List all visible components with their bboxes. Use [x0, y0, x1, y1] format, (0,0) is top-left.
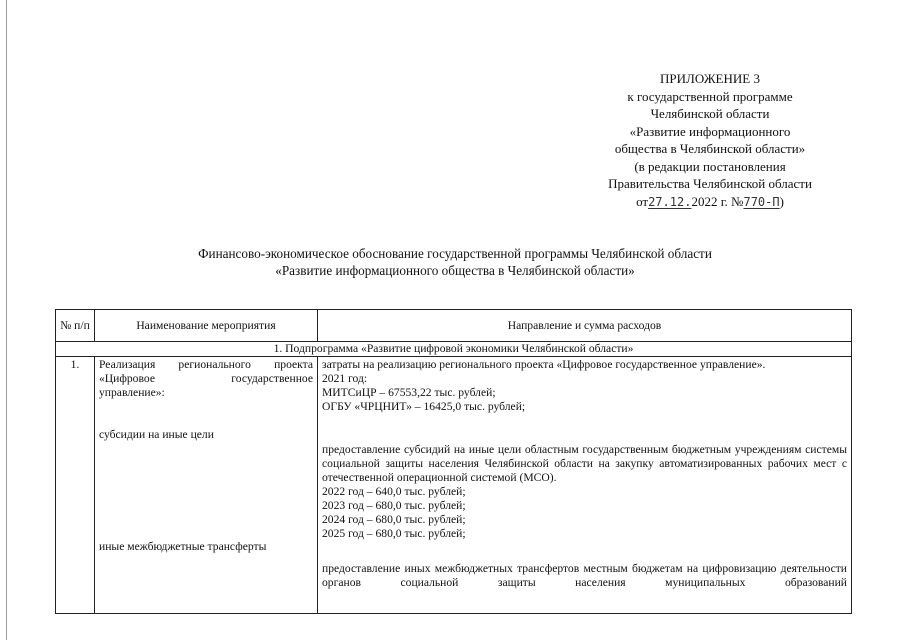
- document-title: [60, 245, 850, 279]
- number-suffix: ): [779, 193, 784, 209]
- table-header-row: [56, 310, 852, 342]
- row-number: 1.: [56, 357, 95, 614]
- expense-table: [55, 309, 852, 614]
- costs2-paragraph: предоставление субсидий на иные цели областным государственным бюджетным учреждениям системы социальной защиты населения Челябинской области на закупку автоматизированных рабочих мест с отечественной операционной системой (МСО).: [322, 443, 847, 484]
- appendix-line: «Развитие информационного: [629, 123, 791, 139]
- table-row: [56, 357, 852, 614]
- row-name-line: Реализация регионального проекта: [99, 358, 313, 371]
- date-year: 2022 г. №: [691, 193, 744, 209]
- scan-edge-line: [6, 0, 7, 640]
- appendix-line: ПРИЛОЖЕНИЕ 3: [660, 71, 760, 86]
- costs1-line: ОГБУ «ЧРЦНИТ» – 16425,0 тыс. рублей;: [322, 400, 526, 413]
- subprogram-row: [56, 342, 852, 357]
- sub1-name: субсидии на иные цели: [99, 428, 214, 441]
- costs2-year: 2023 год – 680,0 тыс. рублей;: [322, 499, 466, 512]
- costs2-year: 2024 год – 680,0 тыс. рублей;: [322, 513, 466, 526]
- appendix-line: общества в Челябинской области»: [614, 141, 806, 156]
- appendix-line: (в редакции постановления: [634, 158, 786, 174]
- costs3-paragraph: предоставление иных межбюджетных трансфертов местным бюджетам на цифровизацию деятельности органов социальной защиты населения муниципальных образований: [322, 562, 847, 589]
- costs1-line: 2021 год:: [322, 372, 368, 385]
- appendix-date-line: [570, 193, 850, 212]
- row-name-line: «Цифровое государственное: [99, 372, 313, 385]
- header-direction: Направление и сумма расходов: [318, 310, 852, 342]
- costs2-year: 2025 год – 680,0 тыс. рублей;: [322, 527, 466, 540]
- costs1-line: МИТСиЦР – 67553,22 тыс. рублей;: [322, 386, 496, 399]
- appendix-line: к государственной программе: [627, 88, 793, 104]
- row-name-line: управление»:: [99, 386, 165, 399]
- header-name: Наименование мероприятия: [95, 310, 318, 342]
- header-num: № п/п: [56, 310, 95, 342]
- handwritten-number: 770-П: [743, 194, 780, 209]
- date-prefix: от: [636, 193, 649, 209]
- costs2-year: 2022 год – 640,0 тыс. рублей;: [322, 485, 466, 498]
- row-costs-cell: [318, 357, 852, 614]
- costs1-line: затраты на реализацию регионального проекта «Цифровое государственное управление».: [322, 358, 766, 371]
- appendix-line: Челябинской области: [650, 106, 770, 121]
- title-line-1: Финансово-экономическое обоснование государственной программы Челябинской области: [198, 246, 712, 261]
- title-line-2: «Развитие информационного общества в Челябинской области»: [275, 263, 635, 278]
- row-name-cell: [95, 357, 318, 614]
- appendix-header: [570, 70, 850, 211]
- appendix-line: Правительства Челябинской области: [608, 176, 812, 191]
- handwritten-date: 27.12.: [648, 194, 692, 209]
- subprogram-title: 1. Подпрограмма «Развитие цифровой экономики Челябинской области»: [56, 342, 852, 357]
- sub2-name: иные межбюджетные трансферты: [99, 540, 267, 553]
